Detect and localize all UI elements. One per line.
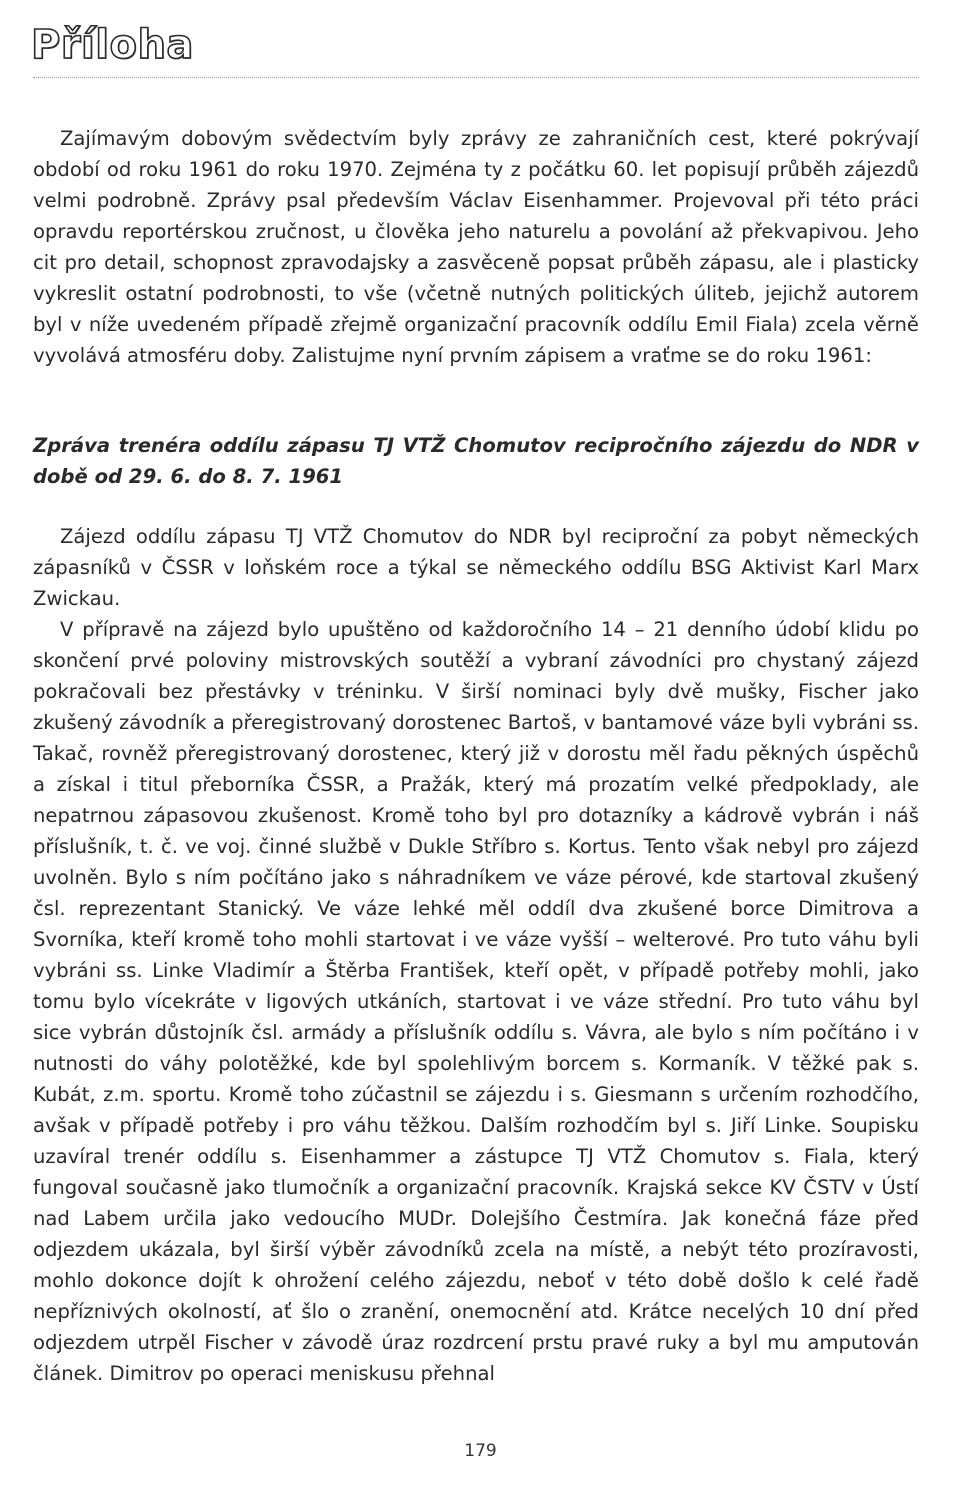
page-number: 179 — [464, 1441, 497, 1461]
intro-paragraph: Zajímavým dobovým svědectvím byly zprávy ze zahraničních cest, které pokrývají období od roku 1961 do roku 1970. Zejména ty z počátku 60. let popisují průběh zájezdů velmi podrobně. Zprávy psal především Václav Eisenhammer. Projevoval při této práci opravdu reportérskou zručnost, u člověka jeho naturelu a povolání až překvapivou. Jeho cit pro detail, schopnost zpravodajsky a zasvěceně popsat průběh zápasu, ale i plasticky vykreslit ostatní podrobnosti, to vše (včetně nutných politických úliteb, jejichž autorem byl v níže uvedeném případě zřejmě organizační pracovník oddílu Emil Fiala) zcela věrně vyvolává atmosféru doby. Zalistujme nyní prvním zápisem a vraťme se do roku 1961: — [33, 127, 919, 367]
section-heading: Zpráva trenéra oddílu zápasu TJ VTŽ Chomutov recipročního zájezdu do NDR v době od 29. 6. do 8. 7. 1961 — [33, 434, 919, 488]
report-paragraph-1: Zájezd oddílu zápasu TJ VTŽ Chomutov do NDR byl reciproční za pobyt německých zápasníků v ČSSR v loňském roce a týkal se německého oddílu BSG Aktivist Karl Marx Zwickau. — [33, 525, 919, 610]
report-paragraph-2: V přípravě na zájezd bylo upuštěno od každoročního 14 – 21 denního údobí klidu po skončení prvé poloviny mistrovských soutěží a vybraní závodníci pro chystaný zájezd pokračovali bez přestávky v tréninku. V širší nominaci byly dvě mušky, Fischer jako zkušený závodník a přeregistrovaný dorostenec Bartoš, v bantamové váze byli vybráni ss. Takač, rovněž přeregistrovaný dorostenec, který již v dorostu měl řadu pěkných úspěchů a získal i titul přeborníka ČSSR, a Pražák, který má prozatím velké předpoklady, ale nepatrnou zápasovou zkušenost. Kromě toho byl pro dotazníky a kádrově vybrán i náš příslušník, t. č. ve voj. činné službě v Dukle Stříbro s. Kortus. Tento však nebyl pro zájezd uvolněn. Bylo s ním počítáno jako s náhradníkem ve váze pérové, kde startoval zkušený čsl. reprezentant Stanický. Ve váze lehké měl oddíl dva zkušené borce Dimitrova a Svorníka, kteří kromě toho mohli startovat i ve váze vyšší – welterové. Pro tuto váhu byli vybráni ss. Linke Vladimír a Štěrba František, kteří opět, v případě potřeby mohli, jako tomu bylo vícekráte v ligových utkáních, startovat i ve váze střední. Pro tuto váhu byl sice vybrán důstojník čsl. armády a příslušník oddílu s. Vávra, ale bylo s ním počítáno i v nutnosti do váhy polotěžké, kde byl spolehlivým borcem s. Kormaník. V těžké pak s. Kubát, z.m. sportu. Kromě toho zúčastnil se zájezdu i s. Giesmann s určením rozhodčího, avšak v případě potřeby i pro váhu těžkou. Dalším rozhodčím byl s. Jiří Linke. Soupisku uzavíral trenér oddílu s. Eisenhammer a zástupce TJ VTŽ Chomutov s. Fiala, který fungoval současně jako tlumočník a organizační pracovník. Krajská sekce KV ČSTV v Ústí nad Labem určila jako vedoucího MUDr. Dolejšího Čestmíra. Jak konečná fáze před odjezdem ukázala, byl širší výběr závodníků zcela na místě, a nebýt této prozíravosti, mohlo dokonce dojít k ohrožení celého zájezdu, neboť v této době došlo k celé řadě nepříznivých okolností, ať šlo o zranění, onemocnění atd. Krátce necelých 10 dní před odjezdem utrpěl Fischer v závodě úraz rozdrcení prstu pravé ruky a byl mu amputován článek. Dimitrov po operaci meniskusu přehnal — [33, 618, 919, 1385]
page-title: Příloha — [31, 22, 194, 68]
title-divider — [33, 77, 919, 78]
